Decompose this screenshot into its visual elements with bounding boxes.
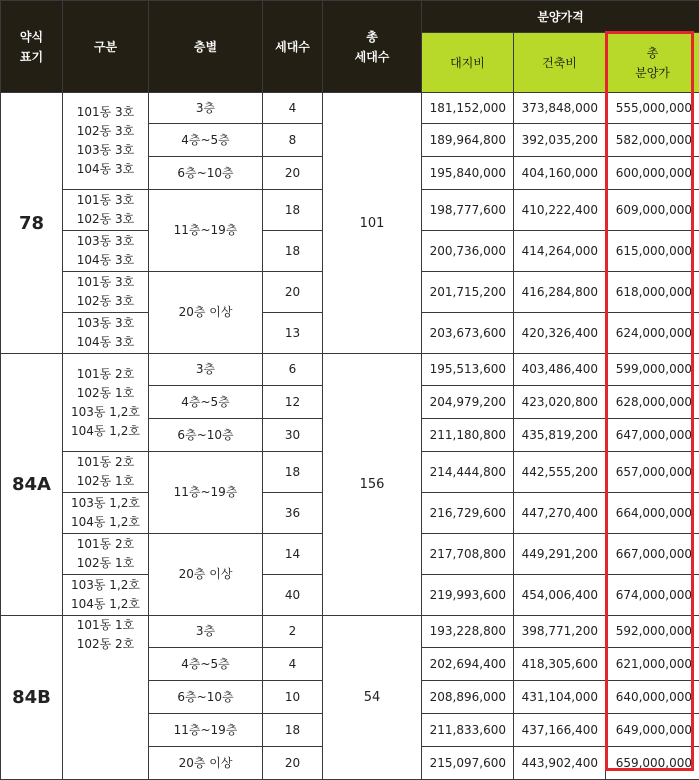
type-cell: 84B <box>1 616 63 780</box>
dong-line: 102동 1호 <box>63 472 148 491</box>
units-cell: 20 <box>263 157 323 190</box>
floor-cell: 20층 이상 <box>149 272 263 354</box>
units-cell: 10 <box>263 681 323 714</box>
floor-cell: 6층~10층 <box>149 157 263 190</box>
total-units-cell: 54 <box>323 616 422 780</box>
total-price-cell: 609,000,000 <box>606 190 699 231</box>
land-price-cell: 202,694,400 <box>422 648 514 681</box>
building-price-cell: 435,819,200 <box>514 419 606 452</box>
land-price-cell: 217,708,800 <box>422 534 514 575</box>
dong-line: 103동 1,2호 <box>63 403 148 422</box>
building-price-cell: 392,035,200 <box>514 124 606 157</box>
total-price-cell: 555,000,000 <box>606 93 699 124</box>
units-cell: 30 <box>263 419 323 452</box>
dong-line: 102동 1호 <box>63 384 148 403</box>
units-cell: 20 <box>263 272 323 313</box>
total-units-cell: 156 <box>323 354 422 616</box>
header-building: 건축비 <box>514 33 606 93</box>
total-price-cell: 659,000,000 <box>606 747 699 780</box>
land-price-cell: 204,979,200 <box>422 386 514 419</box>
units-cell: 8 <box>263 124 323 157</box>
floor-cell: 11층~19층 <box>149 452 263 534</box>
land-price-cell: 219,993,600 <box>422 575 514 616</box>
building-price-cell: 418,305,600 <box>514 648 606 681</box>
floor-cell: 20층 이상 <box>149 534 263 616</box>
building-price-cell: 420,326,400 <box>514 313 606 354</box>
units-cell: 18 <box>263 714 323 747</box>
floor-cell: 6층~10층 <box>149 419 263 452</box>
land-price-cell: 198,777,600 <box>422 190 514 231</box>
building-price-cell: 416,284,800 <box>514 272 606 313</box>
dong-line: 101동 2호 <box>63 365 148 384</box>
dong-cell <box>63 452 149 493</box>
dong-cell <box>63 272 149 313</box>
floor-cell: 3층 <box>149 354 263 386</box>
total-price-cell: 615,000,000 <box>606 231 699 272</box>
total-price-cell: 657,000,000 <box>606 452 699 493</box>
land-price-cell: 201,715,200 <box>422 272 514 313</box>
header-group: 구분 <box>63 1 149 93</box>
units-cell: 13 <box>263 313 323 354</box>
floor-cell: 11층~19층 <box>149 190 263 272</box>
units-cell: 12 <box>263 386 323 419</box>
dong-line: 103동 1,2호 <box>63 576 148 595</box>
table-row <box>1 616 699 648</box>
dong-line: 102동 3호 <box>63 122 148 141</box>
units-cell: 40 <box>263 575 323 616</box>
building-price-cell: 414,264,000 <box>514 231 606 272</box>
land-price-cell: 195,840,000 <box>422 157 514 190</box>
total-units-cell: 101 <box>323 93 422 354</box>
total-price-cell: 621,000,000 <box>606 648 699 681</box>
dong-line: 101동 3호 <box>63 273 148 292</box>
type-cell: 84A <box>1 354 63 616</box>
header-land: 대지비 <box>422 33 514 93</box>
type-cell: 78 <box>1 93 63 354</box>
land-price-cell: 195,513,600 <box>422 354 514 386</box>
dong-cell <box>63 493 149 534</box>
building-price-cell: 431,104,000 <box>514 681 606 714</box>
dong-line: 101동 1호 <box>63 616 148 635</box>
dong-line: 102동 2호 <box>63 635 148 654</box>
units-cell: 4 <box>263 93 323 124</box>
dong-line: 103동 1,2호 <box>63 494 148 513</box>
header-total-price: 총 분양가 <box>606 33 699 93</box>
land-price-cell: 211,180,800 <box>422 419 514 452</box>
units-cell: 18 <box>263 190 323 231</box>
dong-cell <box>63 616 149 780</box>
dong-cell <box>63 575 149 616</box>
land-price-cell: 211,833,600 <box>422 714 514 747</box>
building-price-cell: 373,848,000 <box>514 93 606 124</box>
land-price-cell: 215,097,600 <box>422 747 514 780</box>
land-price-cell: 193,228,800 <box>422 616 514 648</box>
dong-cell <box>63 190 149 231</box>
land-price-cell: 214,444,800 <box>422 452 514 493</box>
land-price-cell: 216,729,600 <box>422 493 514 534</box>
building-price-cell: 443,902,400 <box>514 747 606 780</box>
land-price-cell: 208,896,000 <box>422 681 514 714</box>
land-price-cell: 200,736,000 <box>422 231 514 272</box>
building-price-cell: 442,555,200 <box>514 452 606 493</box>
dong-cell <box>63 231 149 272</box>
total-price-cell: 647,000,000 <box>606 419 699 452</box>
dong-line: 104동 1,2호 <box>63 595 148 614</box>
total-price-cell: 628,000,000 <box>606 386 699 419</box>
header-floor: 층별 <box>149 1 263 93</box>
header-price: 분양가격 <box>422 1 699 33</box>
header-type: 약식 표기 <box>1 1 63 93</box>
building-price-cell: 437,166,400 <box>514 714 606 747</box>
building-price-cell: 404,160,000 <box>514 157 606 190</box>
total-price-cell: 640,000,000 <box>606 681 699 714</box>
dong-line: 103동 3호 <box>63 232 148 251</box>
dong-line: 102동 1호 <box>63 554 148 573</box>
total-price-cell: 664,000,000 <box>606 493 699 534</box>
units-cell: 2 <box>263 616 323 648</box>
units-cell: 20 <box>263 747 323 780</box>
total-price-cell: 618,000,000 <box>606 272 699 313</box>
land-price-cell: 181,152,000 <box>422 93 514 124</box>
dong-line: 101동 2호 <box>63 453 148 472</box>
header-units: 세대수 <box>263 1 323 93</box>
building-price-cell: 410,222,400 <box>514 190 606 231</box>
dong-line: 104동 1,2호 <box>63 513 148 532</box>
dong-line: 101동 3호 <box>63 103 148 122</box>
total-price-cell: 582,000,000 <box>606 124 699 157</box>
total-price-cell: 592,000,000 <box>606 616 699 648</box>
units-cell: 6 <box>263 354 323 386</box>
total-price-cell: 599,000,000 <box>606 354 699 386</box>
building-price-cell: 403,486,400 <box>514 354 606 386</box>
floor-cell: 3층 <box>149 93 263 124</box>
floor-cell: 4층~5층 <box>149 124 263 157</box>
floor-cell: 4층~5층 <box>149 386 263 419</box>
dong-line: 104동 3호 <box>63 251 148 270</box>
dong-line: 102동 3호 <box>63 292 148 311</box>
building-price-cell: 449,291,200 <box>514 534 606 575</box>
dong-cell <box>63 313 149 354</box>
total-price-cell: 649,000,000 <box>606 714 699 747</box>
land-price-cell: 189,964,800 <box>422 124 514 157</box>
building-price-cell: 398,771,200 <box>514 616 606 648</box>
floor-cell: 20층 이상 <box>149 747 263 780</box>
dong-line: 103동 3호 <box>63 314 148 333</box>
table-row <box>1 93 699 124</box>
building-price-cell: 447,270,400 <box>514 493 606 534</box>
header-total-units: 총 세대수 <box>323 1 422 93</box>
total-price-cell: 674,000,000 <box>606 575 699 616</box>
dong-line: 102동 3호 <box>63 210 148 229</box>
building-price-cell: 454,006,400 <box>514 575 606 616</box>
dong-line: 104동 3호 <box>63 160 148 179</box>
total-price-cell: 624,000,000 <box>606 313 699 354</box>
floor-cell: 6층~10층 <box>149 681 263 714</box>
floor-cell: 3층 <box>149 616 263 648</box>
total-price-cell: 667,000,000 <box>606 534 699 575</box>
dong-line: 104동 1,2호 <box>63 422 148 441</box>
floor-cell: 11층~19층 <box>149 714 263 747</box>
dong-line: 101동 2호 <box>63 535 148 554</box>
land-price-cell: 203,673,600 <box>422 313 514 354</box>
units-cell: 18 <box>263 231 323 272</box>
dong-cell <box>63 93 149 190</box>
table-row <box>1 354 699 386</box>
units-cell: 4 <box>263 648 323 681</box>
dong-line: 104동 3호 <box>63 333 148 352</box>
units-cell: 18 <box>263 452 323 493</box>
dong-line: 101동 3호 <box>63 191 148 210</box>
dong-cell <box>63 534 149 575</box>
units-cell: 14 <box>263 534 323 575</box>
units-cell: 36 <box>263 493 323 534</box>
dong-cell <box>63 354 149 452</box>
total-price-cell: 600,000,000 <box>606 157 699 190</box>
dong-line: 103동 3호 <box>63 141 148 160</box>
floor-cell: 4층~5층 <box>149 648 263 681</box>
building-price-cell: 423,020,800 <box>514 386 606 419</box>
